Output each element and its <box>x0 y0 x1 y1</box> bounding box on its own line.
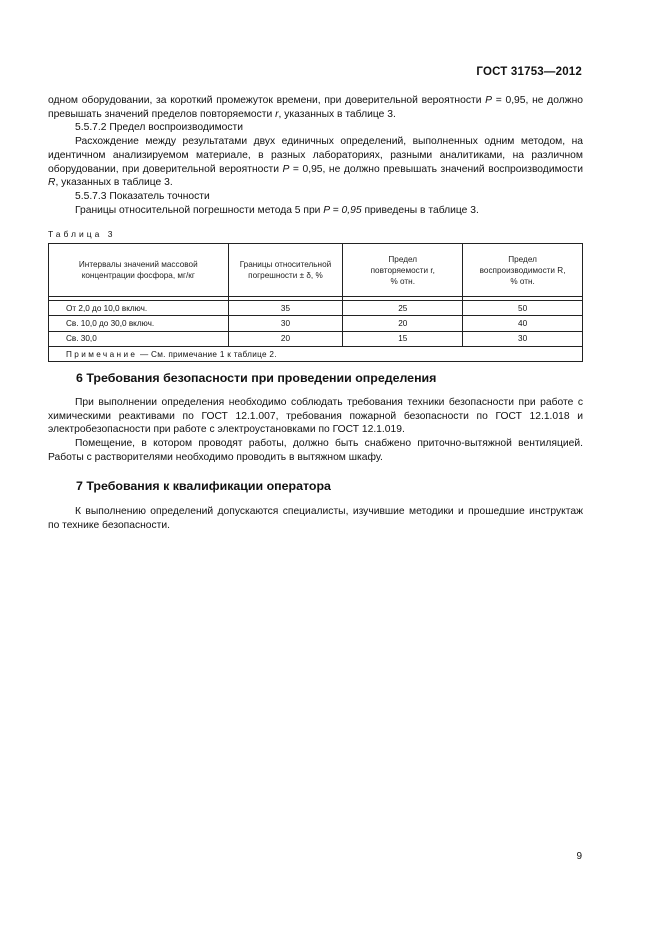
cell-interval: Св. 30,0 <box>49 331 229 346</box>
section-7-paragraph-1: К выполнению определений допускаются специалисты, изучившие методики и прошедшие инструктаж по технике безопасности. <box>48 506 583 531</box>
cell-interval: Св. 10,0 до 30,0 включ. <box>49 316 229 331</box>
section-6-paragraph-2: Помещение, в котором проводят работы, должно быть снабжено приточно-вытяжной вентиляцией. Работы с растворителями необходимо проводить в вытяжном шкафу. <box>48 438 583 463</box>
cell-reproducibility: 40 <box>463 316 583 331</box>
cell-error: 35 <box>228 301 343 316</box>
table-caption: Таблица 3 <box>48 229 116 239</box>
item-5572-title: 5.5.7.2 Предел воспроизводимости <box>75 122 244 134</box>
section-7-body <box>48 505 583 532</box>
document-number: ГОСТ 31753—2012 <box>476 66 582 78</box>
header-error: Границы относительной погрешности ± δ, % <box>228 244 343 297</box>
header-interval: Интервалы значений массовой концентрации фосфора, мг/кг <box>49 244 229 297</box>
table-row <box>49 331 583 346</box>
table-header-row <box>49 244 583 297</box>
cell-repeatability: 20 <box>343 316 463 331</box>
item-5573-title: 5.5.7.3 Показатель точности <box>75 190 210 202</box>
table-row <box>49 301 583 316</box>
item-5573-text: Границы относительной погрешности метода 5 при P = 0,95 приведены в таблице 3. <box>75 204 479 216</box>
header-repeatability: Предел повторяемости r, % отн. <box>343 244 463 297</box>
cell-error: 30 <box>228 316 343 331</box>
page-number: 9 <box>576 851 582 862</box>
table-note: Примечание — См. примечание 1 к таблице 2. <box>49 346 583 361</box>
cell-reproducibility: 50 <box>463 301 583 316</box>
table-note-row <box>49 346 583 361</box>
section-6-paragraph-1: При выполнении определения необходимо соблюдать требования техники безопасности при работе с химическими реактивами по ГОСТ 12.1.007, требования пожарной безопасности по ГОСТ 12.1.018 и электробезопасности при работе с электроустановками по ГОСТ 12.1.019. <box>48 397 583 436</box>
data-table <box>48 243 583 362</box>
header-reproducibility: Предел воспроизводимости R, % отн. <box>463 244 583 297</box>
section-7-title: 7 Требования к квалификации оператора <box>76 479 331 493</box>
cell-error: 20 <box>228 331 343 346</box>
cell-reproducibility: 30 <box>463 331 583 346</box>
item-5572-text: Расхождение между результатами двух единичных определений, выполненных одним методом, на идентичном анализируемом материале, в разных лабораториях, разными аналитиками, на различном оборудовании, при доверительной вероятности P = 0,95, не должно превышать значений воспроизводимости R, указанных в таблице 3. <box>48 136 583 189</box>
intro-block <box>48 94 583 217</box>
cell-repeatability: 25 <box>343 301 463 316</box>
section-6-title: 6 Требования безопасности при проведении определения <box>76 371 437 385</box>
continuation-paragraph: одном оборудовании, за короткий промежуток времени, при доверительной вероятности P = 0,95, не должно превышать значений пределов повторяемости r, указанных в таблице 3. <box>48 95 584 120</box>
cell-interval: От 2,0 до 10,0 включ. <box>49 301 229 316</box>
cell-repeatability: 15 <box>343 331 463 346</box>
section-6-body <box>48 396 583 465</box>
table-row <box>49 316 583 331</box>
